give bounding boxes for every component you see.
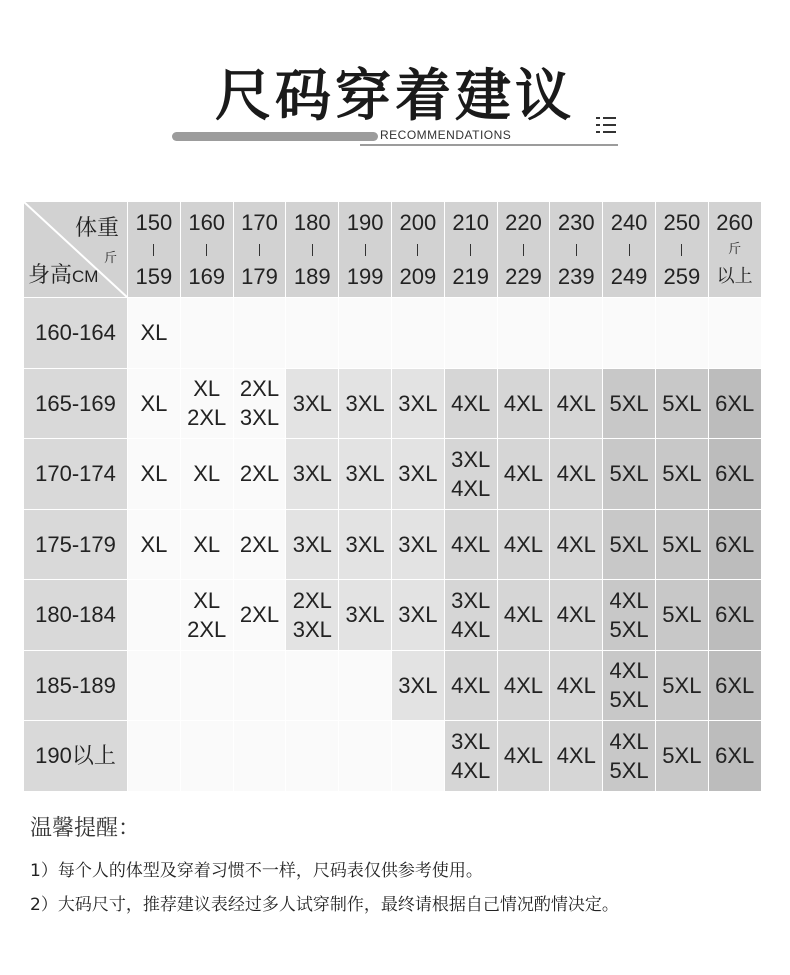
size-cell: XL bbox=[181, 510, 234, 581]
weight-range-header: 220 229 bbox=[498, 202, 551, 298]
size-cell bbox=[286, 651, 339, 722]
table-row bbox=[24, 580, 762, 651]
range-separator bbox=[312, 244, 313, 256]
size-cell bbox=[445, 298, 498, 369]
height-range-cell: 170-174 bbox=[24, 439, 128, 510]
size-cell: 3XL bbox=[286, 439, 339, 510]
size-cell: 3XL bbox=[392, 439, 445, 510]
size-cell: 3XL bbox=[392, 510, 445, 581]
size-cell bbox=[234, 721, 287, 792]
size-cell bbox=[286, 298, 339, 369]
size-cell bbox=[550, 298, 603, 369]
size-cell: 6XL bbox=[709, 721, 762, 792]
size-cell: 4XL bbox=[498, 580, 551, 651]
size-cell: 4XL bbox=[550, 651, 603, 722]
size-cell: 4XL bbox=[550, 439, 603, 510]
size-cell: 4XL bbox=[498, 721, 551, 792]
size-cell: 4XL 5XL bbox=[603, 651, 656, 722]
size-cell bbox=[181, 651, 234, 722]
range-separator bbox=[417, 244, 418, 256]
height-range-cell: 185-189 bbox=[24, 651, 128, 722]
size-chart-table bbox=[24, 202, 762, 792]
size-cell: 5XL bbox=[656, 510, 709, 581]
size-cell bbox=[234, 298, 287, 369]
table-corner-header bbox=[24, 202, 128, 298]
size-cell: 6XL bbox=[709, 580, 762, 651]
size-cell bbox=[498, 298, 551, 369]
size-cell: 5XL bbox=[603, 369, 656, 440]
size-cell: 6XL bbox=[709, 439, 762, 510]
size-cell: 4XL bbox=[550, 369, 603, 440]
size-cell: 3XL bbox=[286, 510, 339, 581]
weight-range-header: 190 199 bbox=[339, 202, 392, 298]
height-range-cell: 180-184 bbox=[24, 580, 128, 651]
range-separator bbox=[259, 244, 260, 256]
tip-line-2: 2）大码尺寸，推荐建议表经过多人试穿制作，最终请根据自己情况酌情决定。 bbox=[30, 895, 619, 915]
size-cell bbox=[392, 298, 445, 369]
size-cell: 4XL bbox=[445, 369, 498, 440]
page-title: 尺码穿着建议 bbox=[215, 64, 575, 129]
table-row bbox=[24, 439, 762, 510]
table-row bbox=[24, 298, 762, 369]
size-cell: 4XL bbox=[445, 510, 498, 581]
size-cell: 6XL bbox=[709, 510, 762, 581]
size-cell bbox=[128, 651, 181, 722]
size-cell bbox=[181, 298, 234, 369]
page-subtitle: RECOMMENDATIONS bbox=[380, 128, 512, 142]
size-cell: 3XL bbox=[339, 510, 392, 581]
size-cell bbox=[392, 721, 445, 792]
title-divider-line bbox=[360, 144, 618, 146]
size-cell: XL bbox=[128, 298, 181, 369]
size-cell: 2XL 3XL bbox=[286, 580, 339, 651]
size-cell bbox=[128, 721, 181, 792]
range-separator bbox=[629, 244, 630, 256]
size-cell bbox=[234, 651, 287, 722]
size-cell: 3XL bbox=[339, 369, 392, 440]
height-range-cell: 190以上 bbox=[24, 721, 128, 792]
size-cell: 6XL bbox=[709, 369, 762, 440]
weight-axis-label: 体重 bbox=[74, 216, 119, 241]
weight-range-header: 250 259 bbox=[656, 202, 709, 298]
range-separator bbox=[681, 244, 682, 256]
tips-title: 温馨提醒： bbox=[30, 816, 141, 841]
size-cell: 4XL bbox=[498, 439, 551, 510]
size-cell: 5XL bbox=[656, 721, 709, 792]
size-cell: XL bbox=[181, 439, 234, 510]
size-cell: 3XL bbox=[392, 651, 445, 722]
range-separator bbox=[365, 244, 366, 256]
size-cell: 5XL bbox=[656, 580, 709, 651]
height-range-cell: 160-164 bbox=[24, 298, 128, 369]
title-underline-bar bbox=[172, 132, 378, 141]
size-cell: 3XL 4XL bbox=[445, 439, 498, 510]
size-cell: 3XL 4XL bbox=[445, 721, 498, 792]
size-cell: XL 2XL bbox=[181, 580, 234, 651]
size-cell: 4XL bbox=[498, 369, 551, 440]
weight-range-header: 170 179 bbox=[234, 202, 287, 298]
weight-range-header: 150 159 bbox=[128, 202, 181, 298]
size-cell: 4XL 5XL bbox=[603, 721, 656, 792]
size-cell bbox=[339, 721, 392, 792]
weight-range-header: 180 189 bbox=[286, 202, 339, 298]
table-row bbox=[24, 510, 762, 581]
weight-range-header: 230 239 bbox=[550, 202, 603, 298]
range-separator bbox=[576, 244, 577, 256]
size-cell: XL bbox=[128, 439, 181, 510]
size-cell: XL 2XL bbox=[181, 369, 234, 440]
size-cell: 4XL bbox=[550, 721, 603, 792]
size-cell: 5XL bbox=[603, 439, 656, 510]
size-cell: 5XL bbox=[603, 510, 656, 581]
size-cell: 4XL bbox=[498, 510, 551, 581]
size-cell bbox=[286, 721, 339, 792]
size-cell: 2XL bbox=[234, 580, 287, 651]
size-cell bbox=[339, 651, 392, 722]
weight-range-header: 200 209 bbox=[392, 202, 445, 298]
size-cell: 5XL bbox=[656, 369, 709, 440]
list-menu-icon bbox=[596, 117, 616, 135]
weight-range-header: 160 169 bbox=[181, 202, 234, 298]
height-range-cell: 175-179 bbox=[24, 510, 128, 581]
size-cell bbox=[339, 298, 392, 369]
weight-unit-label: 斤 bbox=[103, 251, 117, 266]
range-separator bbox=[206, 244, 207, 256]
size-cell: 6XL bbox=[709, 651, 762, 722]
size-cell bbox=[181, 721, 234, 792]
tip-line-1: 1）每个人的体型及穿着习惯不一样，尺码表仅供参考使用。 bbox=[30, 861, 483, 881]
range-separator bbox=[153, 244, 154, 256]
size-cell: 4XL bbox=[445, 651, 498, 722]
size-cell bbox=[656, 298, 709, 369]
range-separator bbox=[470, 244, 471, 256]
weight-range-header: 260 斤 以上 bbox=[709, 202, 762, 298]
range-separator bbox=[523, 244, 524, 256]
size-cell: 4XL 5XL bbox=[603, 580, 656, 651]
table-row bbox=[24, 721, 762, 792]
size-cell: 3XL bbox=[392, 580, 445, 651]
table-row bbox=[24, 369, 762, 440]
size-cell: 5XL bbox=[656, 651, 709, 722]
size-cell: 4XL bbox=[550, 510, 603, 581]
size-cell: 2XL 3XL bbox=[234, 369, 287, 440]
size-cell bbox=[603, 298, 656, 369]
height-range-cell: 165-169 bbox=[24, 369, 128, 440]
size-cell bbox=[128, 580, 181, 651]
weight-range-header: 210 219 bbox=[445, 202, 498, 298]
size-cell: 2XL bbox=[234, 439, 287, 510]
size-cell: 3XL bbox=[339, 580, 392, 651]
size-cell: 5XL bbox=[656, 439, 709, 510]
height-axis-label: 身高CM bbox=[28, 263, 99, 288]
size-cell: 4XL bbox=[498, 651, 551, 722]
weight-range-header: 240 249 bbox=[603, 202, 656, 298]
size-cell: 3XL bbox=[286, 369, 339, 440]
table-row bbox=[24, 651, 762, 722]
size-cell bbox=[709, 298, 762, 369]
size-cell: XL bbox=[128, 510, 181, 581]
size-cell: 3XL bbox=[339, 439, 392, 510]
size-cell: 4XL bbox=[550, 580, 603, 651]
size-cell: 2XL bbox=[234, 510, 287, 581]
size-cell: 3XL bbox=[392, 369, 445, 440]
tips-section bbox=[30, 811, 619, 922]
size-cell: 3XL 4XL bbox=[445, 580, 498, 651]
size-cell: XL bbox=[128, 369, 181, 440]
